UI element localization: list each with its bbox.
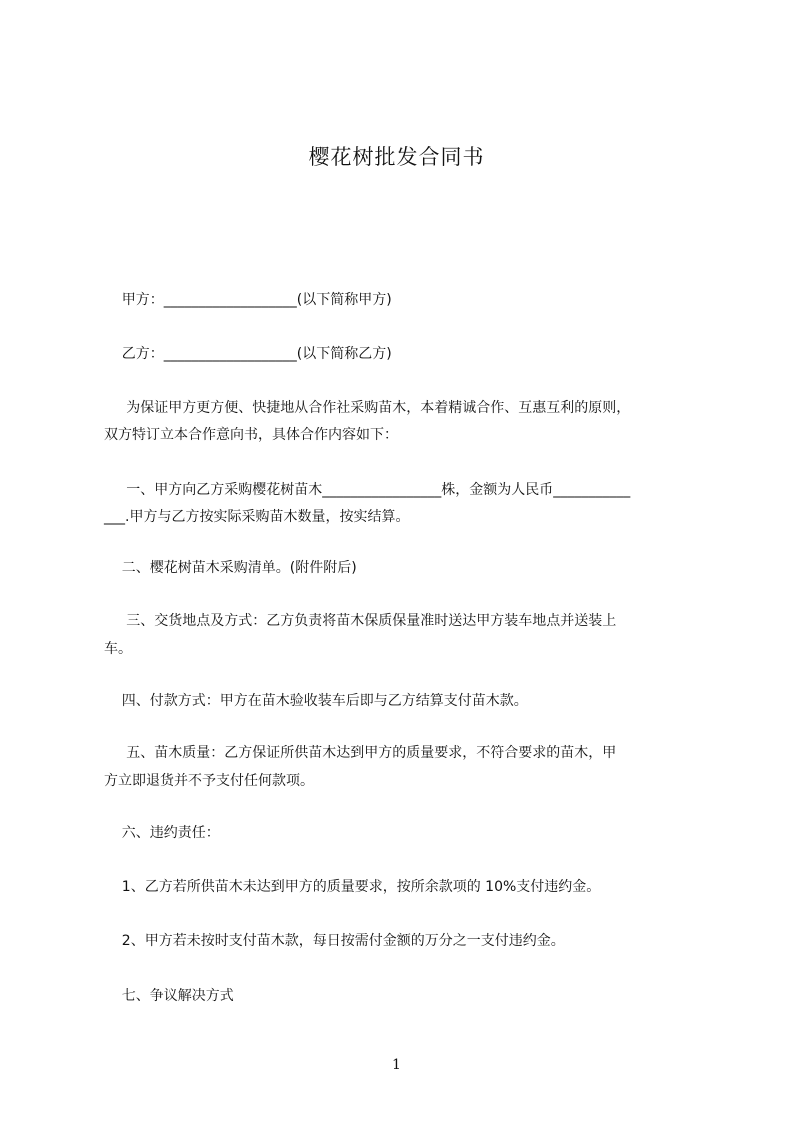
intro-line-1: 为保证甲方更方便、快捷地从合作社采购苗木，本着精诚合作、互惠互利的原则，	[104, 400, 631, 416]
clause-6-item-2: 2、甲方若未按时支付苗木款，每日按需付金额的万分之一支付违约金。	[104, 933, 565, 949]
clause-3-line-1: 三、交货地点及方式：乙方负责将苗木保质保量准时送达甲方装车地点并送装上	[104, 613, 617, 629]
clause-5-line-1: 五、苗木质量：乙方保证所供苗木达到甲方的质量要求，不符合要求的苗木，甲	[104, 745, 617, 761]
clause-6-heading: 六、违约责任：	[104, 825, 220, 841]
clause-6-item-1: 1、乙方若所供苗木未达到甲方的质量要求，按所余款项的 10%支付违约金。	[104, 879, 601, 895]
party-b-line: 乙方：___________________(以下简称乙方)	[104, 346, 392, 362]
clause-1-line-2: ___.甲方与乙方按实际采购苗木数量，按实结算。	[104, 509, 410, 525]
clause-2-line: 二、樱花树苗木采购清单。(附件附后)	[104, 560, 357, 576]
clause-4-line: 四、付款方式：甲方在苗木验收装车后即与乙方结算支付苗木款。	[104, 693, 528, 709]
clause-7-heading: 七、争议解决方式	[104, 988, 234, 1004]
party-a-line: 甲方：___________________(以下简称甲方)	[104, 292, 392, 308]
page-number: 1	[392, 1057, 401, 1073]
document-title: 樱花树批发合同书	[308, 145, 485, 169]
intro-line-2: 双方特订立本合作意向书，具体合作内容如下：	[104, 427, 398, 443]
clause-5-line-2: 方立即退货并不予支付任何款项。	[104, 773, 314, 789]
clause-1-line-1: 一、甲方向乙方采购樱花树苗木_________________株，金额为人民币___________	[104, 482, 631, 498]
clause-3-line-2: 车。	[104, 641, 132, 657]
